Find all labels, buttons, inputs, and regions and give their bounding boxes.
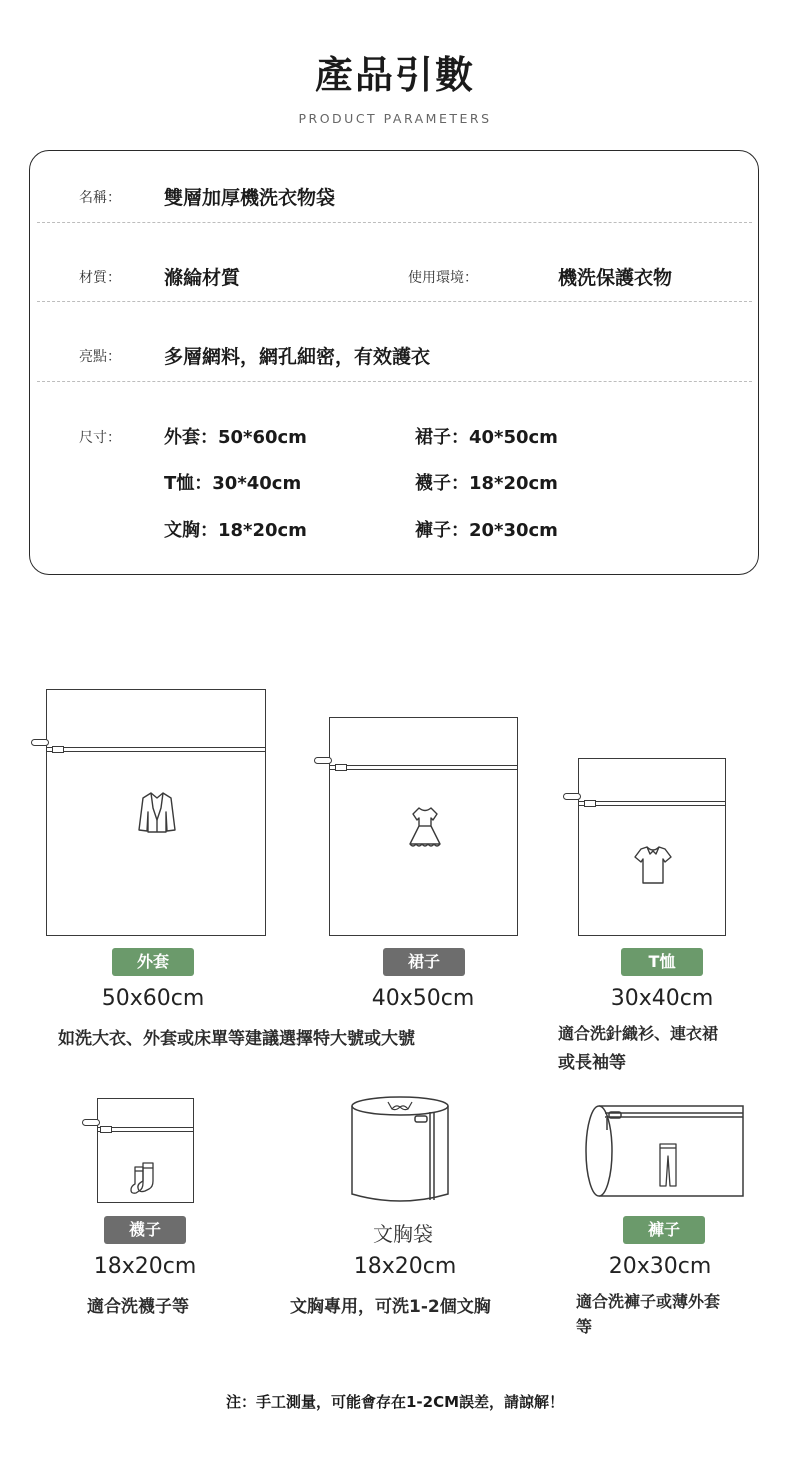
pants-desc-line1: 適合洗褲子或薄外套 bbox=[576, 1292, 721, 1311]
env-value: 機洗保護衣物 bbox=[558, 267, 673, 289]
size-item: T恤：30*40cm bbox=[164, 473, 302, 494]
socks-tag: 襪子 bbox=[104, 1216, 186, 1244]
socks-desc: 適合洗襪子等 bbox=[87, 1297, 189, 1317]
tshirt-icon bbox=[633, 843, 673, 885]
feature-value: 多層網料，網孔細密，有效護衣 bbox=[164, 346, 431, 368]
material-label: 材質： bbox=[79, 270, 121, 286]
zipper-pull bbox=[563, 793, 581, 800]
zipper-pull bbox=[314, 757, 332, 764]
pants-desc-line2: 等 bbox=[576, 1317, 593, 1336]
page-title: 產品引數 bbox=[314, 53, 475, 97]
pants-icon bbox=[658, 1142, 678, 1188]
divider bbox=[37, 301, 752, 302]
coat-size: 50x60cm bbox=[101, 986, 205, 1011]
dress-icon bbox=[407, 806, 443, 850]
zipper-slider bbox=[52, 746, 64, 753]
jacket-icon bbox=[137, 790, 177, 834]
zipper-slider bbox=[584, 800, 596, 807]
size-item: 褲子：20*30cm bbox=[415, 520, 558, 541]
zipper bbox=[46, 747, 266, 752]
pants-size: 20x30cm bbox=[608, 1254, 712, 1279]
skirt-size: 40x50cm bbox=[371, 986, 475, 1011]
zipper bbox=[329, 765, 518, 770]
size-item: 襪子：18*20cm bbox=[415, 473, 558, 494]
zipper-slider bbox=[335, 764, 347, 771]
socks-size: 18x20cm bbox=[93, 1254, 197, 1279]
size-item: 外套：50*60cm bbox=[164, 427, 307, 448]
divider bbox=[37, 222, 752, 223]
coat-desc: 如洗大衣、外套或床單等建議選擇特大號或大號 bbox=[58, 1029, 415, 1049]
page-subtitle: PRODUCT PARAMETERS bbox=[298, 111, 492, 126]
tshirt-desc-line2: 或長袖等 bbox=[558, 1053, 626, 1073]
measurement-note: 注：手工測量，可能會存在1-2CM誤差，請諒解！ bbox=[225, 1393, 565, 1411]
zipper-pull bbox=[82, 1119, 100, 1126]
env-label: 使用環境： bbox=[408, 270, 478, 286]
name-value: 雙層加厚機洗衣物袋 bbox=[164, 187, 336, 209]
size-label: 尺寸： bbox=[79, 430, 121, 446]
bra-icon bbox=[386, 1100, 414, 1112]
size-item: 文胸：18*20cm bbox=[164, 520, 307, 541]
zipper-slider bbox=[100, 1126, 112, 1133]
bra-tag: 文胸袋 bbox=[373, 1222, 433, 1246]
size-item: 裙子：40*50cm bbox=[415, 427, 558, 448]
socks-icon bbox=[129, 1161, 161, 1195]
tshirt-tag: T恤 bbox=[621, 948, 703, 976]
name-label: 名稱： bbox=[79, 190, 121, 206]
material-value: 滌綸材質 bbox=[164, 267, 241, 289]
tshirt-size: 30x40cm bbox=[610, 986, 714, 1011]
skirt-tag: 裙子 bbox=[383, 948, 465, 976]
bra-size: 18x20cm bbox=[353, 1254, 457, 1279]
divider bbox=[37, 381, 752, 382]
pants-tag: 褲子 bbox=[623, 1216, 705, 1244]
bra-desc: 文胸專用，可洗1-2個文胸 bbox=[290, 1297, 491, 1317]
coat-tag: 外套 bbox=[112, 948, 194, 976]
feature-label: 亮點： bbox=[79, 349, 121, 365]
zipper-pull bbox=[31, 739, 49, 746]
zipper bbox=[578, 801, 726, 806]
tshirt-desc-line1: 適合洗針織衫、連衣裙 bbox=[558, 1024, 719, 1043]
